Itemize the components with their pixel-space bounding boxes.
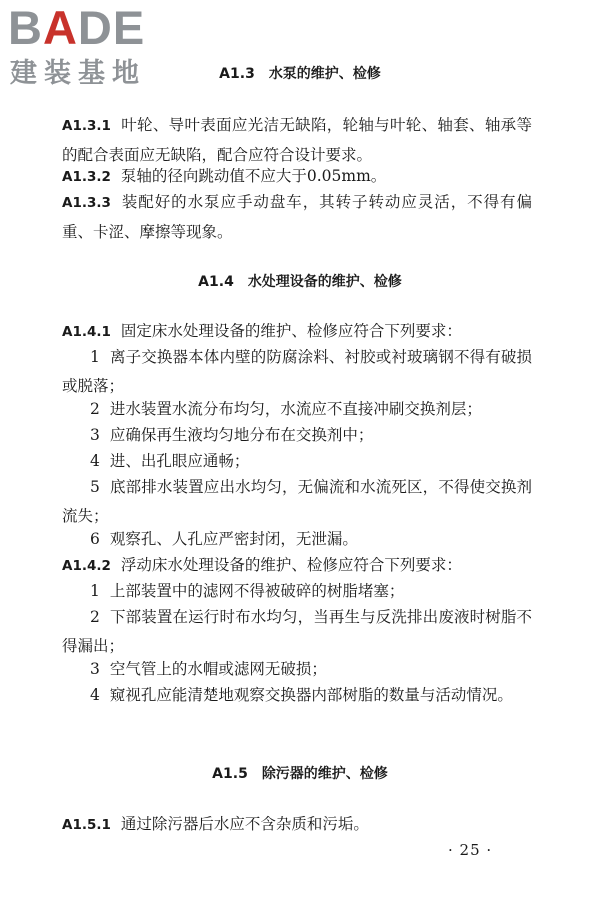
section-heading: A1.3 水泵的维护、检修: [219, 66, 381, 82]
list-item: 2 进水装置水流分布均匀，水流应不直接冲刷交换剂层；: [90, 400, 482, 418]
list-item: 3 空气管上的水帽或滤网无破损；: [90, 660, 327, 678]
clause: A1.3.3 装配好的水泵应手动盘车，其转子转动应灵活，不得有偏重、卡涩、摩擦等现象。: [62, 193, 532, 241]
section-heading: A1.4 水处理设备的维护、检修: [198, 274, 402, 290]
clause: A1.4.2 浮动床水处理设备的维护、检修应符合下列要求：: [62, 556, 462, 574]
logo-subtitle: 建装基地: [10, 58, 146, 89]
list-item: 2 下部装置在运行时布水均匀，当再生与反洗排出废液时树脂不得漏出；: [62, 608, 532, 655]
list-item: 6 观察孔、人孔应严密封闭，无泄漏。: [90, 530, 358, 548]
clause: A1.5.1 通过除污器后水应不含杂质和污垢。: [62, 815, 369, 833]
clause: A1.3.2 泵轴的径向跳动值不应大于0.05mm。: [62, 167, 387, 185]
list-item: 1 离子交换器本体内壁的防腐涂料、衬胶或衬玻璃钢不得有破损或脱落；: [62, 348, 532, 395]
logo-wordmark: BADE: [8, 1, 146, 54]
list-item: 5 底部排水装置应出水均匀，无偏流和水流死区，不得使交换剂流失；: [62, 478, 532, 525]
list-item: 1 上部装置中的滤网不得被破碎的树脂堵塞；: [90, 582, 405, 600]
section-heading: A1.5 除污器的维护、检修: [212, 766, 388, 782]
list-item: 4 进、出孔眼应通畅；: [90, 452, 250, 470]
clause: A1.4.1 固定床水处理设备的维护、检修应符合下列要求：: [62, 322, 462, 340]
list-item: 4 窥视孔应能清楚地观察交换器内部树脂的数量与活动情况。: [90, 686, 513, 704]
clause: A1.3.1 叶轮、导叶表面应光洁无缺陷，轮轴与叶轮、轴套、轴承等的配合表面应无缺陷，配合应符合设计要求。: [62, 116, 532, 164]
list-item: 3 应确保再生液均匀地分布在交换剂中；: [90, 426, 374, 444]
page-number: · 25 ·: [448, 841, 493, 859]
